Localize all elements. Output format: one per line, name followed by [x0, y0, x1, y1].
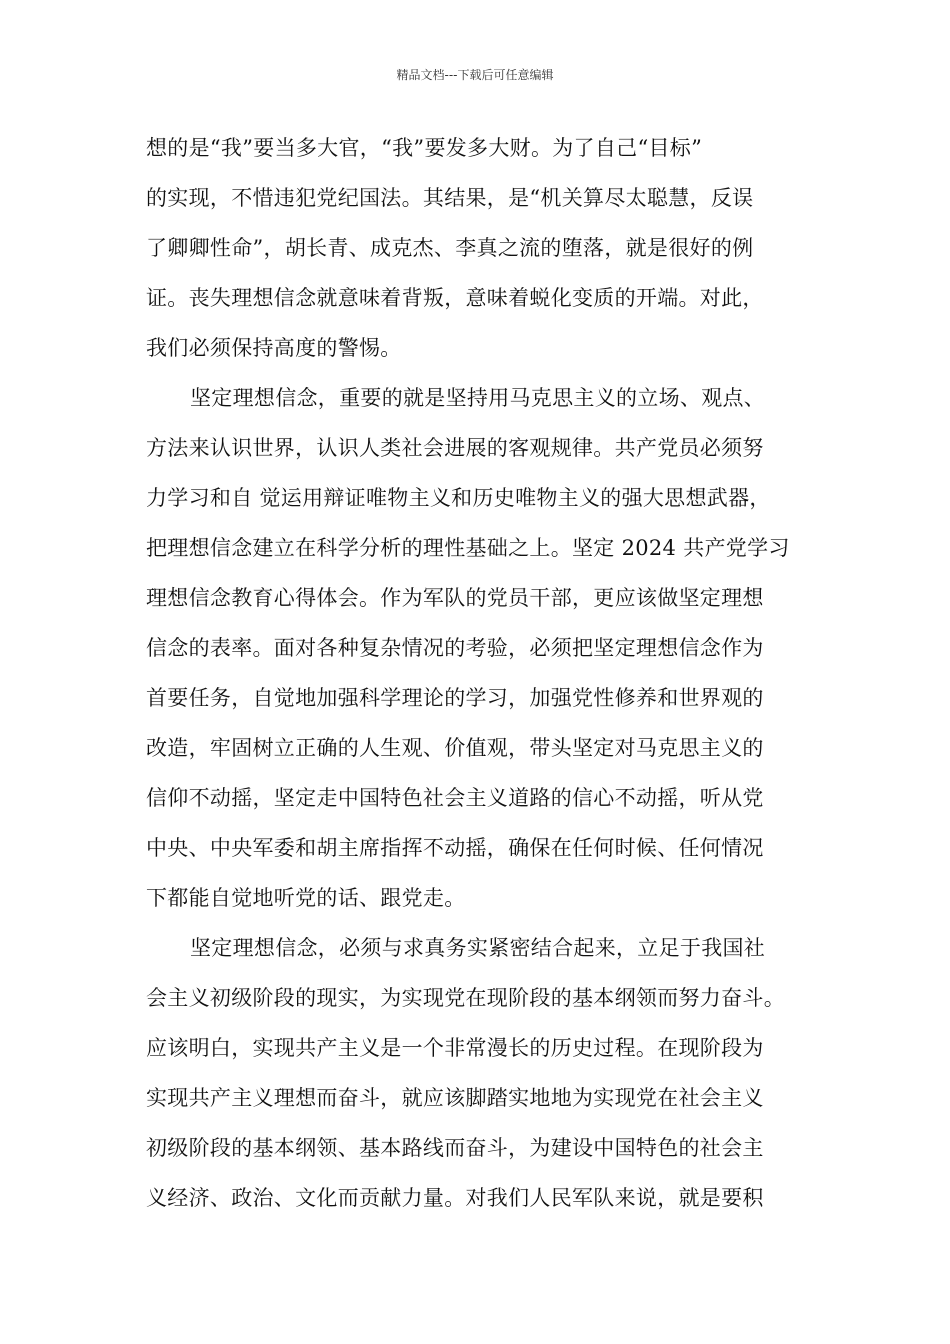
paragraph-line: 理想信念教育心得体会。作为军队的党员干部，更应该做坚定理想	[146, 586, 764, 610]
paragraph-line: 坚定理想信念，重要的就是坚持用马克思主义的立场、观点、	[190, 386, 766, 410]
paragraph-line: 实现共产主义理想而奋斗，就应该脚踏实地地为实现党在社会主义	[146, 1086, 764, 1110]
paragraph-2	[146, 378, 826, 928]
paragraph-line: 会主义初级阶段的现实，为实现党在现阶段的基本纲领而努力奋斗。	[146, 986, 785, 1010]
paragraph-1	[146, 128, 826, 378]
paragraph-line: 把理想信念建立在科学分析的理性基础之上。坚定 2024 共产党学习	[146, 536, 790, 560]
paragraph-line: 方法来认识世界，认识人类社会进展的客观规律。共产党员必须努	[146, 436, 764, 460]
paragraph-line: 想的是“我”要当多大官，“我”要发多大财。为了自己“目标”	[146, 136, 703, 160]
paragraph-line: 首要任务，自觉地加强科学理论的学习，加强党性修养和世界观的	[146, 686, 764, 710]
paragraph-3	[146, 928, 826, 1228]
paragraph-line: 应该明白，实现共产主义是一个非常漫长的历史过程。在现阶段为	[146, 1036, 764, 1060]
paragraph-line: 信念的表率。面对各种复杂情况的考验，必须把坚定理想信念作为	[146, 636, 764, 660]
paragraph-line: 改造，牢固树立正确的人生观、价值观，带头坚定对马克思主义的	[146, 736, 764, 760]
paragraph-line: 我们必须保持高度的警惕。	[146, 336, 402, 360]
paragraph-line: 义经济、政治、文化而贡献力量。对我们人民军队来说，就是要积	[146, 1186, 764, 1210]
paragraph-line: 坚定理想信念，必须与求真务实紧密结合起来，立足于我国社	[190, 936, 766, 960]
paragraph-line: 中央、中央军委和胡主席指挥不动摇，确保在任何时候、任何情况	[146, 836, 764, 860]
paragraph-line: 的实现，不惜违犯党纪国法。其结果，是“机关算尽太聪慧，反误	[146, 186, 754, 210]
paragraph-line: 了卿卿性命”，胡长青、成克杰、李真之流的堕落，就是很好的例	[146, 236, 754, 260]
page-header: 精品文档---下载后可任意编辑	[396, 68, 554, 82]
paragraph-line: 力学习和自 觉运用辩证唯物主义和历史唯物主义的强大思想武器，	[146, 486, 771, 510]
paragraph-line: 初级阶段的基本纲领、基本路线而奋斗，为建设中国特色的社会主	[146, 1136, 764, 1160]
document-body	[146, 128, 826, 1228]
paragraph-line: 下都能自觉地听党的话、跟党走。	[146, 886, 466, 910]
paragraph-line: 信仰不动摇，坚定走中国特色社会主义道路的信心不动摇，听从党	[146, 786, 764, 810]
paragraph-line: 证。丧失理想信念就意味着背叛，意味着蜕化变质的开端。对此，	[146, 286, 764, 310]
